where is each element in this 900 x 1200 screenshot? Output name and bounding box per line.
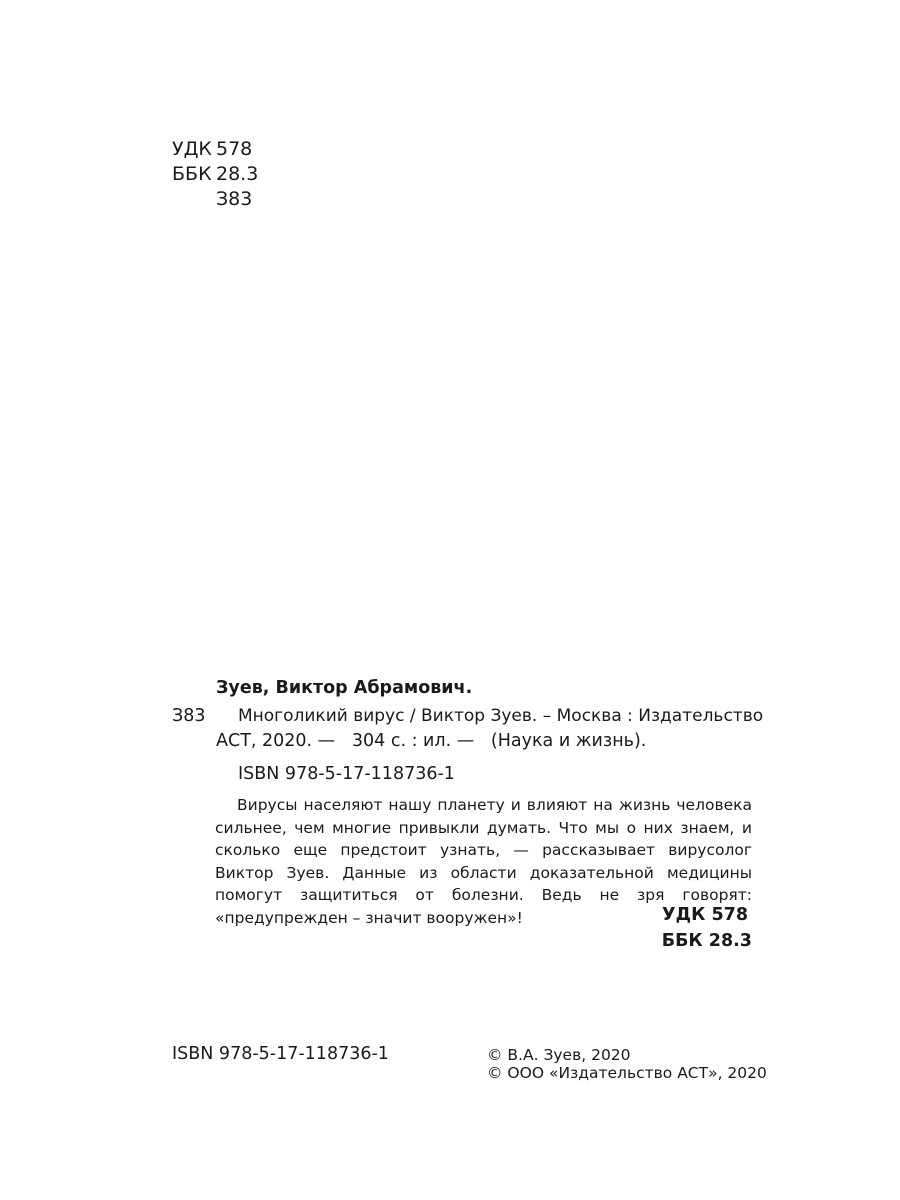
catalog-isbn: ISBN 978-5-17-118736-1: [238, 764, 455, 784]
bbk-label: ББК: [172, 163, 212, 185]
udk-label: УДК: [172, 138, 212, 160]
catalog-description-line1: Многоликий вирус / Виктор Зуев. – Москва : Издательство: [238, 706, 764, 726]
catalog-annotation: Вирусы населяют нашу планету и влияют на жизнь человека сильнее, чем многие привыкли думать. Что мы о них знаем, и сколько еще предстоит узнать, — рассказывает вирусолог Виктор Зуев. Данные из области доказательной медицины помогут защититься от болезни. Ведь не зря говорят: «предупрежден – значит вооружен»!: [215, 796, 752, 927]
catalog-description-line2: АСТ, 2020. — 304 с. : ил. — (Наука и жизнь).: [216, 731, 647, 751]
copyright-publisher: © ООО «Издательство АСТ», 2020: [487, 1064, 767, 1082]
catalog-udk: УДК 578: [661, 905, 748, 925]
footer-isbn: ISBN 978-5-17-118736-1: [172, 1044, 389, 1064]
author-mark: З83: [216, 188, 253, 210]
copyright-author: © В.А. Зуев, 2020: [487, 1046, 631, 1064]
catalog-author: Зуев, Виктор Абрамович.: [216, 678, 473, 698]
bbk-value: 28.3: [216, 163, 259, 185]
udk-value: 578: [216, 138, 253, 160]
catalog-author-mark: З83: [172, 706, 206, 726]
catalog-bbk: ББК 28.3: [661, 931, 752, 951]
